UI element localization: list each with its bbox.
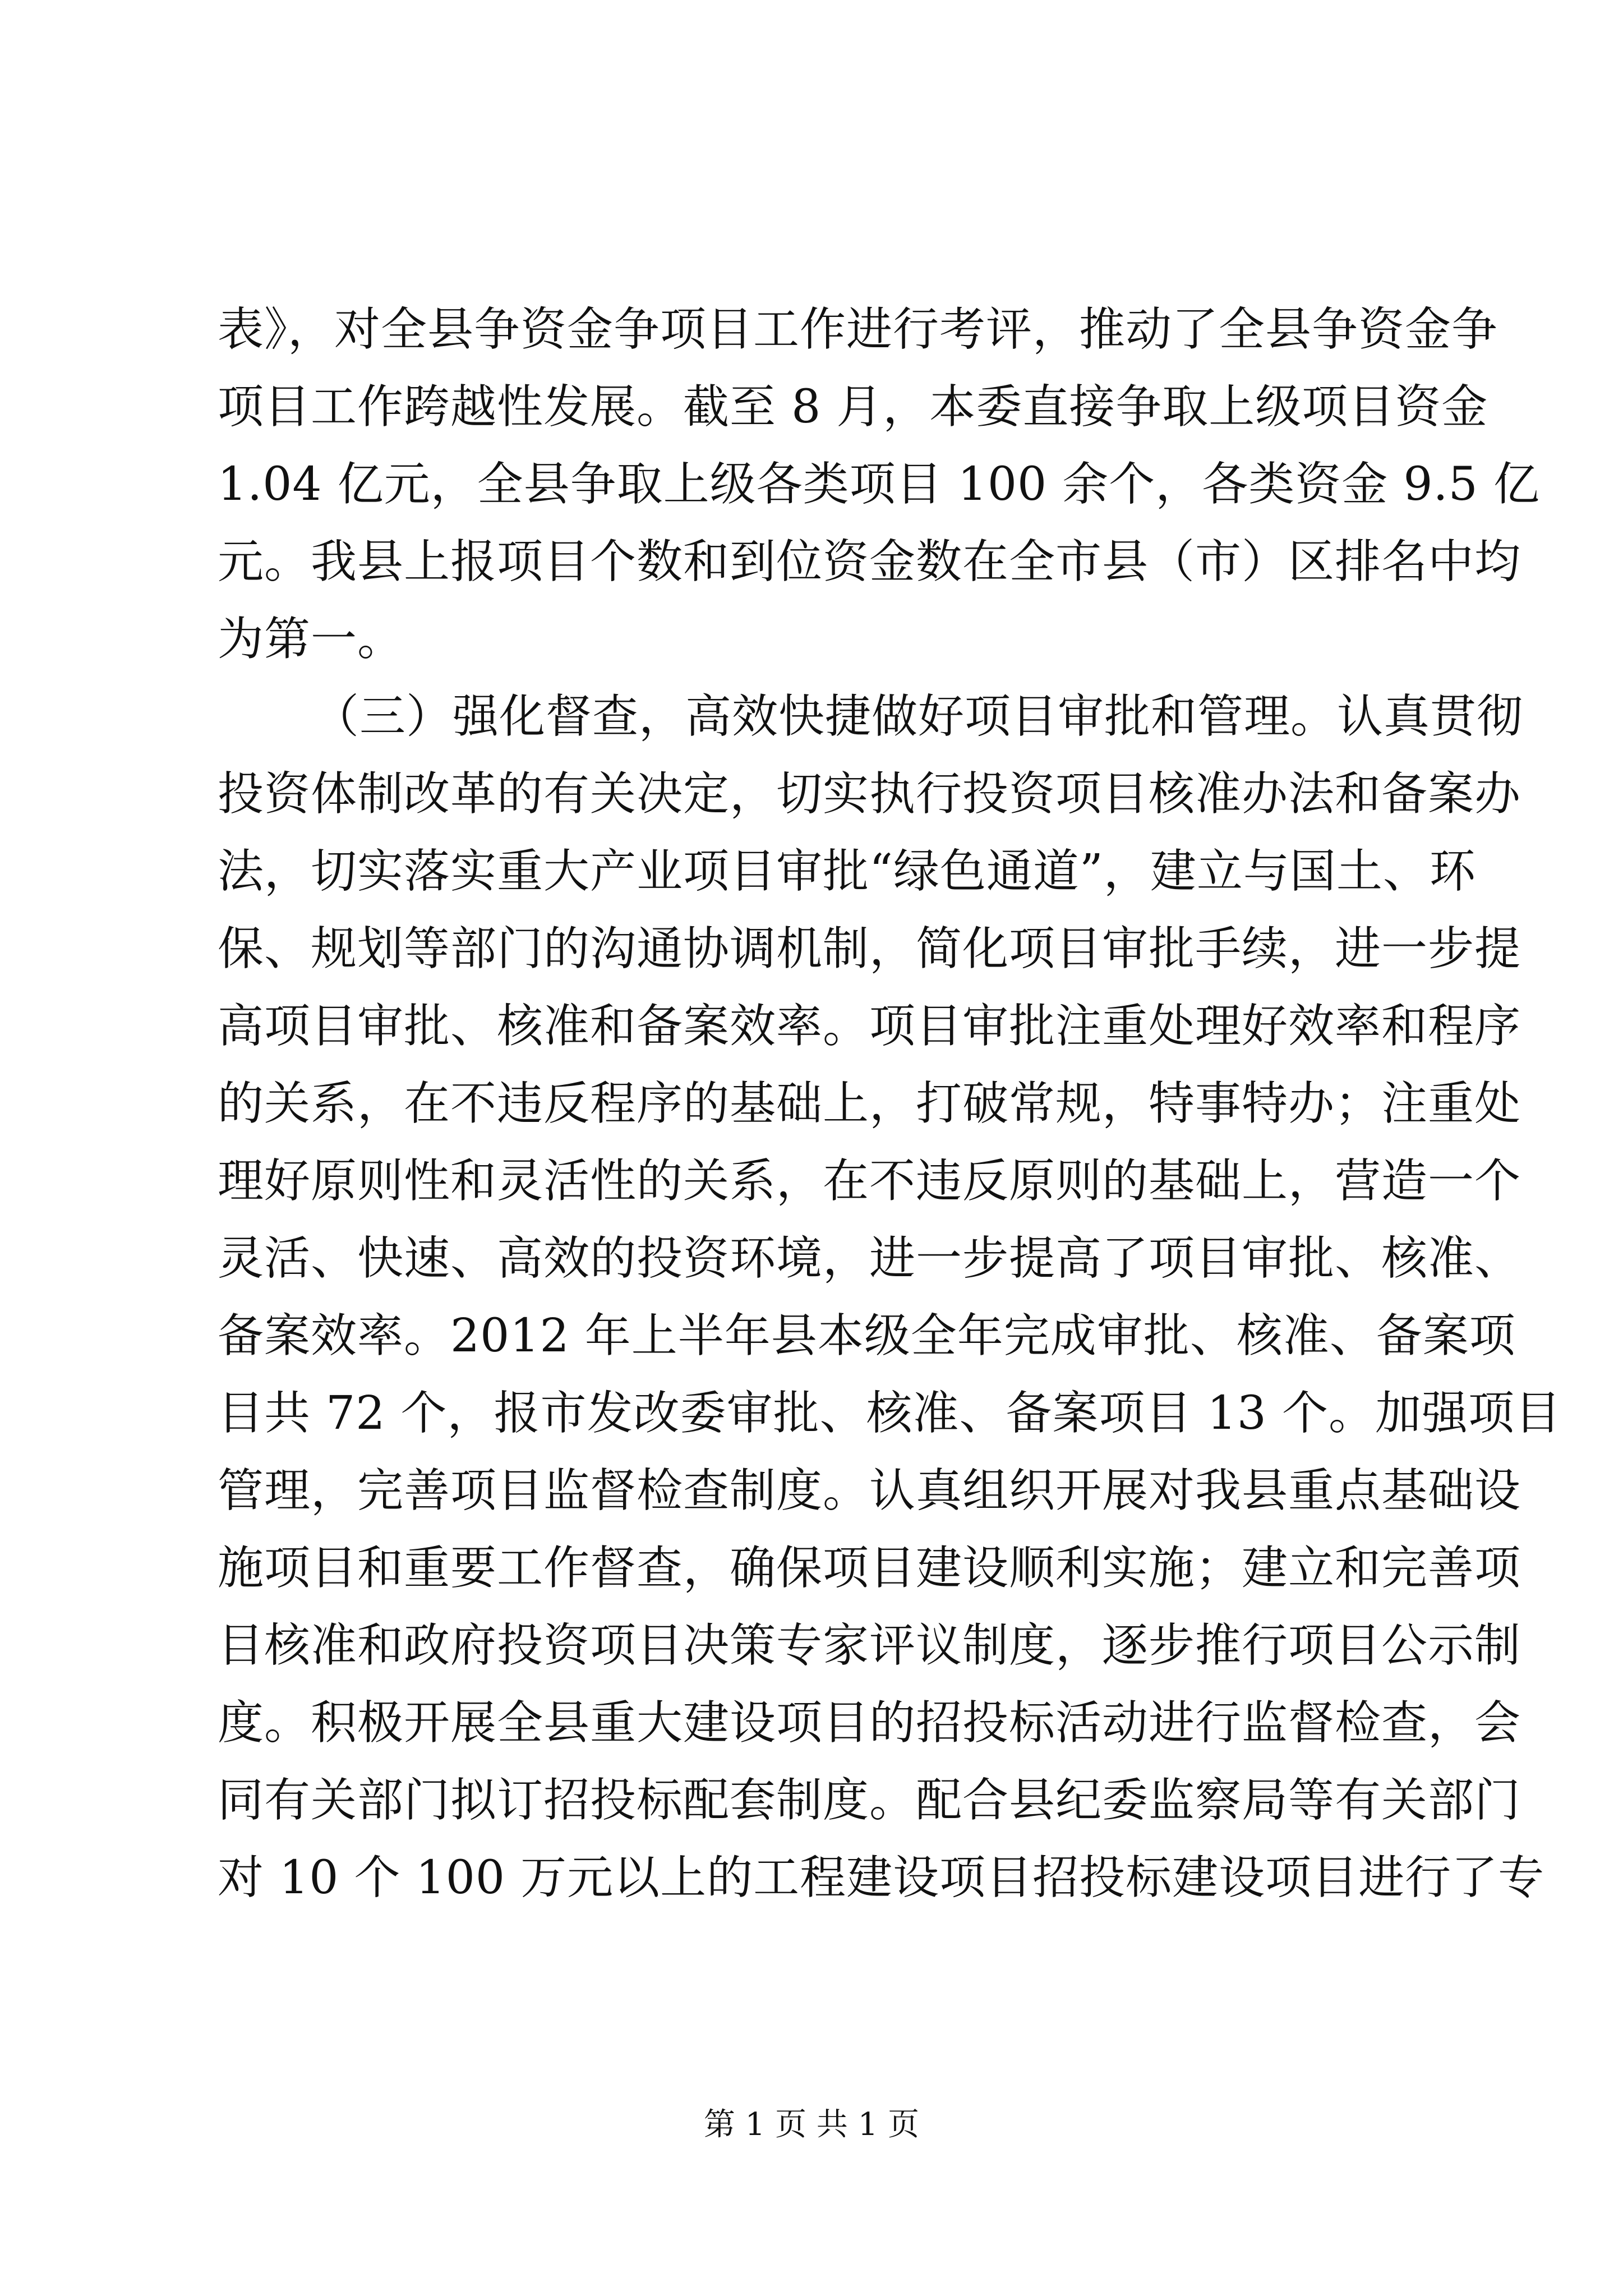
text-line: 度。积极开展全县重大建设项目的招投标活动进行监督检查，会 bbox=[218, 1696, 1521, 1750]
text-line: 项目工作跨越性发展。截至 8 月，本委直接争取上级项目资金 bbox=[218, 380, 1488, 434]
text-line: 施项目和重要工作督查，确保项目建设顺利实施；建立和完善项 bbox=[218, 1542, 1521, 1595]
text-line: 备案效率。2012 年上半年县本级全年完成审批、核准、备案项 bbox=[218, 1309, 1516, 1363]
section-heading-line: （三）强化督查，高效快捷做好项目审批和管理。认真贯彻 bbox=[313, 690, 1524, 743]
text-line: 为第一。 bbox=[218, 613, 404, 666]
text-line: 元。我县上报项目个数和到位资金数在全市县（市）区排名中均 bbox=[218, 535, 1521, 588]
text-line: 表》，对全县争资金争项目工作进行考评，推动了全县争资金争 bbox=[218, 303, 1498, 356]
text-line: 的关系，在不违反程序的基础上，打破常规，特事特办；注重处 bbox=[218, 1077, 1521, 1130]
text-line: 保、规划等部门的沟通协调机制，简化项目审批手续，进一步提 bbox=[218, 922, 1521, 976]
text-line: 同有关部门拟订招投标配套制度。配合县纪委监察局等有关部门 bbox=[218, 1774, 1521, 1827]
text-line: 高项目审批、核准和备案效率。项目审批注重处理好效率和程序 bbox=[218, 1000, 1521, 1053]
text-line: 目共 72 个，报市发改委审批、核准、备案项目 13 个。加强项目 bbox=[218, 1387, 1561, 1440]
text-line: 理好原则性和灵活性的关系，在不违反原则的基础上，营造一个 bbox=[218, 1154, 1521, 1208]
text-line: 法，切实落实重大产业项目审批“绿色通道”，建立与国土、环 bbox=[218, 845, 1476, 898]
text-line: 投资体制改革的有关决定，切实执行投资项目核准办法和备案办 bbox=[218, 767, 1521, 821]
text-line: 对 10 个 100 万元以上的工程建设项目招投标建设项目进行了专 bbox=[218, 1851, 1545, 1904]
page-footer: 第 1 页 共 1 页 bbox=[703, 2106, 920, 2143]
text-line: 1.04 亿元，全县争取上级各类项目 100 余个，各类资金 9.5 亿 bbox=[218, 458, 1540, 511]
text-line: 目核准和政府投资项目决策专家评议制度，逐步推行项目公示制 bbox=[218, 1619, 1521, 1672]
text-line: 灵活、快速、高效的投资环境，进一步提高了项目审批、核准、 bbox=[218, 1232, 1521, 1285]
text-line: 管理，完善项目监督检查制度。认真组织开展对我县重点基础设 bbox=[218, 1464, 1521, 1517]
